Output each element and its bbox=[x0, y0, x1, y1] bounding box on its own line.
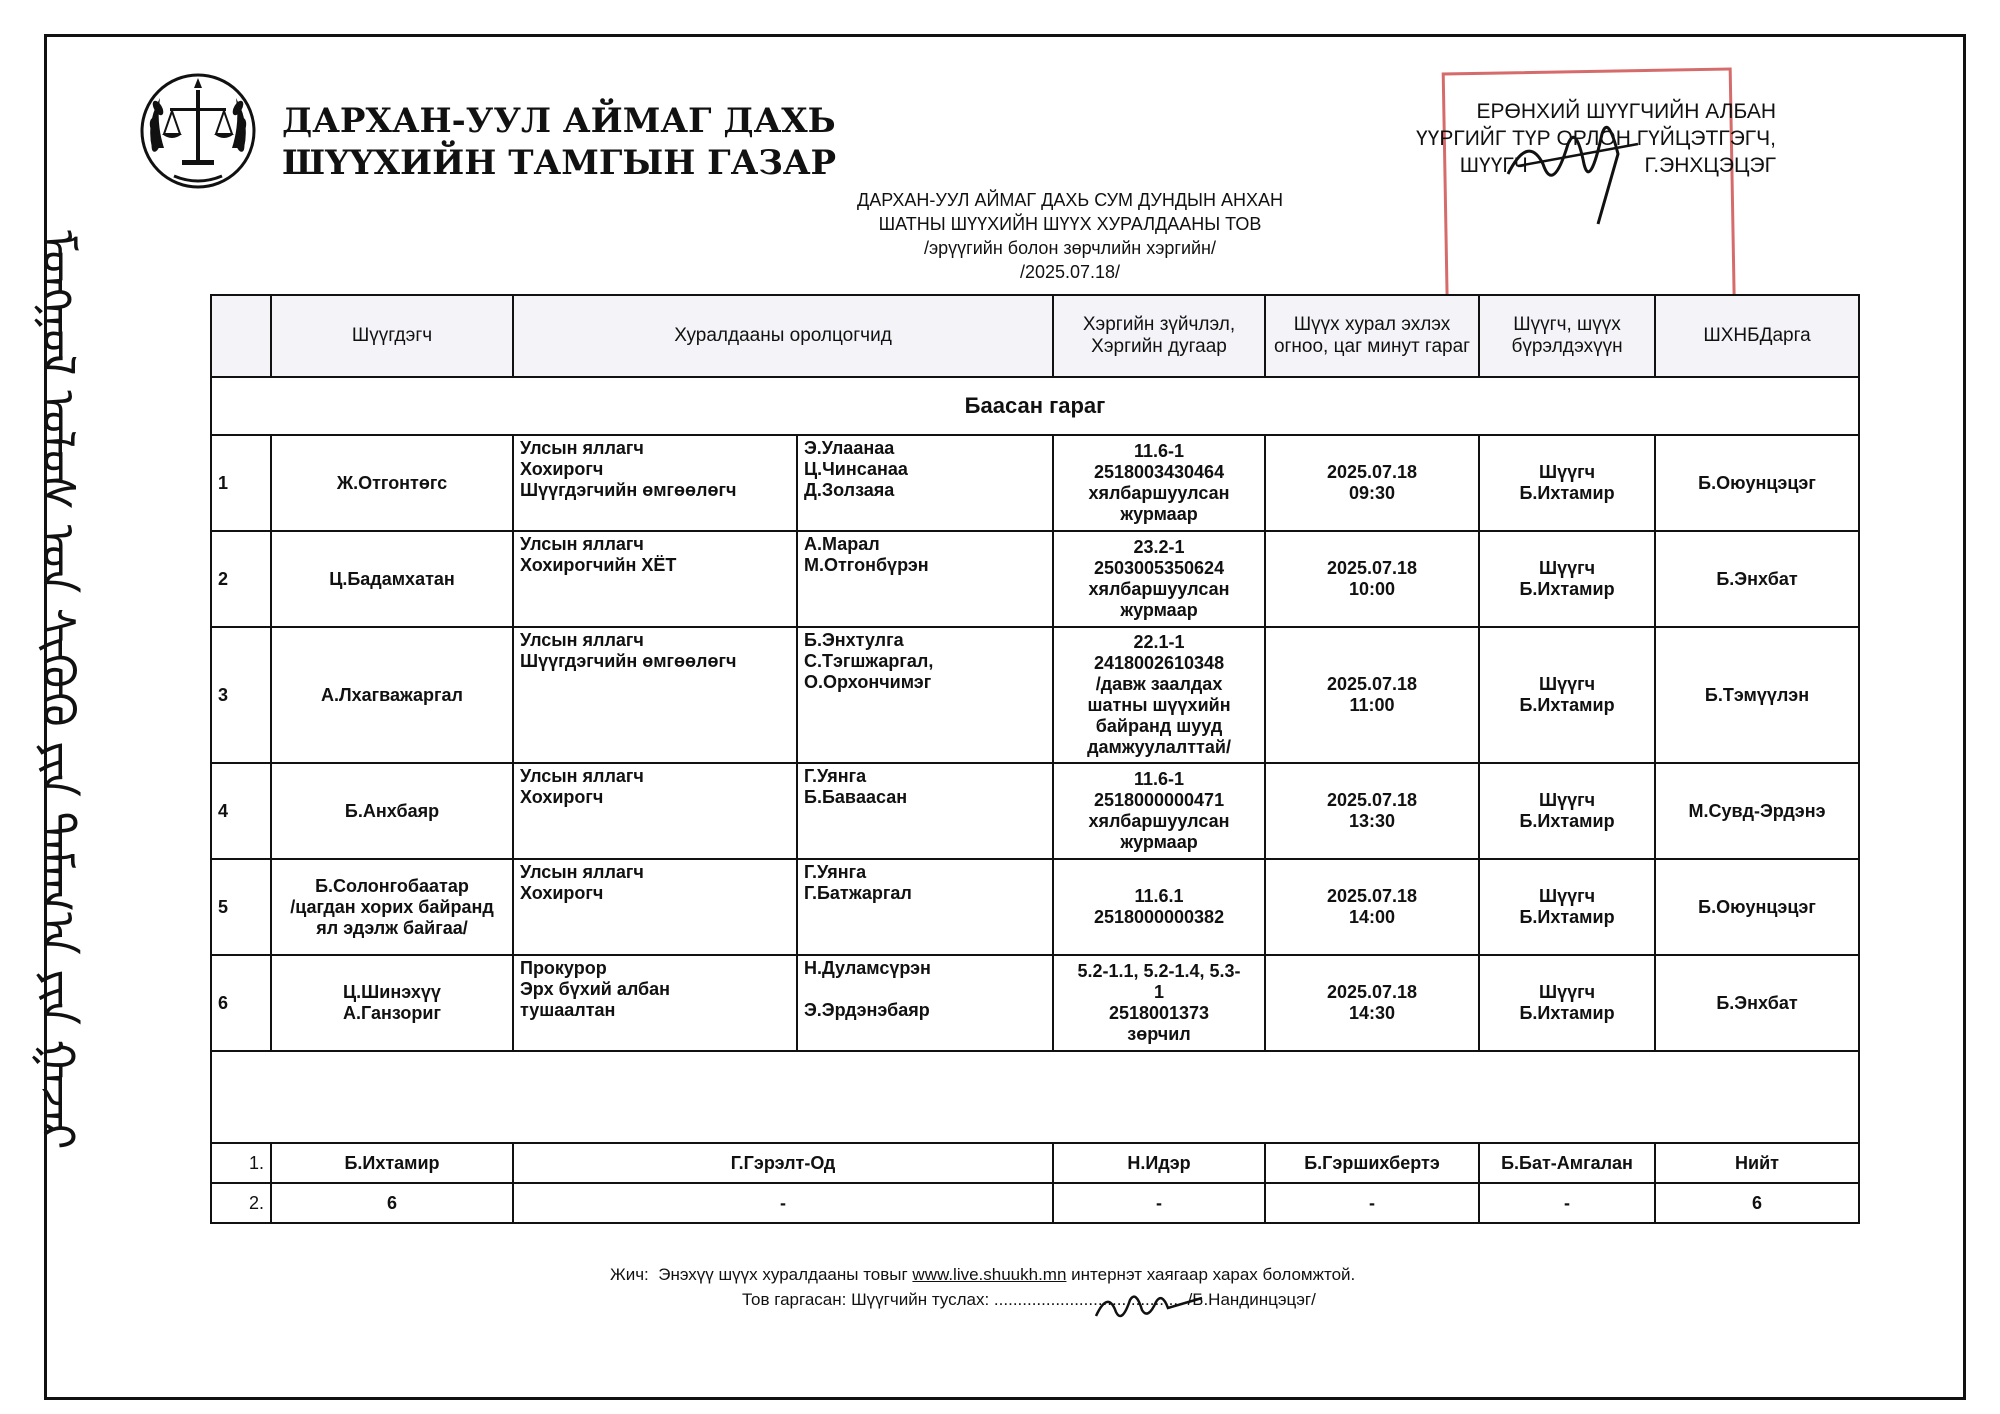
row-num: 3 bbox=[211, 627, 271, 763]
note-prefix: Жич: Энэхүү шүүх хуралдааны товыг bbox=[610, 1265, 913, 1284]
row-roles: Прокурор Эрх бүхий албан тушаалтан bbox=[513, 955, 797, 1051]
stats-cell: 6 bbox=[1655, 1183, 1859, 1223]
title-line1: ДАРХАН-УУЛ АЙМАГ ДАХЬ СУМ ДУНДЫН АНХАН bbox=[857, 190, 1283, 210]
stats-cell: Б.Бат-Амгалан bbox=[1479, 1143, 1655, 1183]
title-line4: /2025.07.18/ bbox=[1019, 262, 1121, 282]
row-num: 2 bbox=[211, 531, 271, 627]
note-suffix: интернэт хаягаар харах боломжтой. bbox=[1066, 1265, 1356, 1284]
approval-line3: ШҮҮГЧ Г.ЭНХЦЭЦЭГ bbox=[1459, 154, 1776, 177]
row-names: Г.Уянга Г.Батжаргал bbox=[797, 859, 1053, 955]
court-emblem-icon bbox=[138, 68, 258, 194]
day-label: Баасан гараг bbox=[211, 377, 1859, 435]
row-time: 2025.07.18 11:00 bbox=[1265, 627, 1479, 763]
stats-row-2 bbox=[211, 1183, 1859, 1223]
row-secretary: Б.Тэмүүлэн bbox=[1655, 627, 1859, 763]
row-article: 22.1-1 2418002610348 /давж заалдах шатны шүүхийн байранд шууд дамжуулалттай/ bbox=[1053, 627, 1265, 763]
row-roles: Улсын яллагч Хохирогч Шүүгдэгчийн өмгөөлөгч bbox=[513, 435, 797, 531]
row-names: Н.Дуламсүрэн Э.Эрдэнэбаяр bbox=[797, 955, 1053, 1051]
table-row bbox=[211, 435, 1859, 531]
footer-note bbox=[610, 1262, 1510, 1312]
table-row bbox=[211, 531, 1859, 627]
row-defendant: А.Лхагважаргал bbox=[271, 627, 513, 763]
row-num: 6 bbox=[211, 955, 271, 1051]
stats-cell: Н.Идэр bbox=[1053, 1143, 1265, 1183]
schedule-table bbox=[210, 294, 1860, 1224]
mongolian-script-sidebar bbox=[28, 190, 88, 1190]
stats-cell: Б.Ихтамир bbox=[271, 1143, 513, 1183]
approval-line1: ЕРӨНХИЙ ШҮҮГЧИЙН АЛБАН bbox=[1476, 100, 1776, 123]
row-article: 23.2-1 2503005350624 хялбаршуулсан журмаар bbox=[1053, 531, 1265, 627]
row-defendant: Б.Солонгобаатар /цагдан хорих байранд ял эдэлж байгаа/ bbox=[271, 859, 513, 955]
empty-cell bbox=[211, 1051, 1859, 1143]
approval-line2: ҮҮРГИЙГ ТҮР ОРЛОН ГҮЙЦЭТГЭГЧ, bbox=[1415, 127, 1776, 150]
row-roles: Улсын яллагч Хохирогч bbox=[513, 763, 797, 859]
table-row bbox=[211, 859, 1859, 955]
empty-row bbox=[211, 1051, 1859, 1143]
row-defendant: Б.Анхбаяр bbox=[271, 763, 513, 859]
row-judge: Шүүгч Б.Ихтамир bbox=[1479, 763, 1655, 859]
stats-cell: Б.Гэршихбертэ bbox=[1265, 1143, 1479, 1183]
title-line3: /эрүүгийн болон зөрчлийн хэргийн/ bbox=[923, 238, 1217, 258]
row-article: 11.6-1 2518000000471 хялбаршуулсан журмаар bbox=[1053, 763, 1265, 859]
row-names: Э.Улаанаа Ц.Чинсанаа Д.Золзаяа bbox=[797, 435, 1053, 531]
row-roles: Улсын яллагч Шүүгдэгчийн өмгөөлөгч bbox=[513, 627, 797, 763]
row-time: 2025.07.18 13:30 bbox=[1265, 763, 1479, 859]
row-defendant: Ц.Бадамхатан bbox=[271, 531, 513, 627]
row-secretary: Б.Оюунцэцэг bbox=[1655, 435, 1859, 531]
row-time: 2025.07.18 14:30 bbox=[1265, 955, 1479, 1051]
footer-note-line1 bbox=[610, 1262, 1510, 1287]
row-judge: Шүүгч Б.Ихтамир bbox=[1479, 859, 1655, 955]
header-article: Хэргийн зүйчлэл, Хэргийн дугаар bbox=[1053, 295, 1265, 377]
stats-cell: - bbox=[1479, 1183, 1655, 1223]
stats-row-1 bbox=[211, 1143, 1859, 1183]
header-judge: Шүүгч, шүүх бүрэлдэхүүн bbox=[1479, 295, 1655, 377]
stats-cell: Нийт bbox=[1655, 1143, 1859, 1183]
stats-cell: 6 bbox=[271, 1183, 513, 1223]
header-secretary: ШХНБДарга bbox=[1655, 295, 1859, 377]
row-names: Г.Уянга Б.Бавaасан bbox=[797, 763, 1053, 859]
row-article: 11.6.1 2518000000382 bbox=[1053, 859, 1265, 955]
row-roles: Улсын яллагч Хохирогчийн ХЁТ bbox=[513, 531, 797, 627]
court-name bbox=[282, 100, 836, 184]
table-row bbox=[211, 627, 1859, 763]
table-row bbox=[211, 955, 1859, 1051]
header-participants: Хуралдааны оролцогчид bbox=[513, 295, 1053, 377]
document-title bbox=[780, 188, 1360, 284]
row-names: А.Марал М.Отгонбүрэн bbox=[797, 531, 1053, 627]
row-defendant: Ц.Шинэхүү А.Ганзориг bbox=[271, 955, 513, 1051]
table-row bbox=[211, 763, 1859, 859]
court-name-line1: ДАРХАН-УУЛ АЙМАГ ДАХЬ bbox=[282, 101, 836, 141]
issued-by-line: Тов гаргасан: Шүүгчийн туслах: ........................................ /Б.Нандинцэцэг/ bbox=[742, 1290, 1316, 1309]
row-roles: Улсын яллагч Хохирогч bbox=[513, 859, 797, 955]
row-article: 5.2-1.1, 5.2-1.4, 5.3- 1 2518001373 зөрчил bbox=[1053, 955, 1265, 1051]
stats-cell: - bbox=[513, 1183, 1053, 1223]
row-num: 5 bbox=[211, 859, 271, 955]
row-judge: Шүүгч Б.Ихтамир bbox=[1479, 955, 1655, 1051]
day-row bbox=[211, 377, 1859, 435]
table-header-row bbox=[211, 295, 1859, 377]
stats-cell: Г.Гэрэлт-Од bbox=[513, 1143, 1053, 1183]
row-defendant: Ж.Отгонтөгс bbox=[271, 435, 513, 531]
mongolian-script-text: ᠮᠣᠩᠭᠣᠯ ᠤᠯᠤᠰ ᠤᠨ ᠰᠢᠭᠦᠬᠦ ᠶᠢᠨ ᠲᠠᠮᠠᠭ᠎ᠠ ᠶᠢᠨ ᠭᠠᠵᠠᠷ bbox=[31, 230, 85, 1150]
row-judge: Шүүгч Б.Ихтамир bbox=[1479, 435, 1655, 531]
row-num: 4 bbox=[211, 763, 271, 859]
header-time: Шүүх хурал эхлэх огноо, цаг минут гараг bbox=[1265, 295, 1479, 377]
row-names: Б.Энхтулга С.Тэгшжаргал, О.Орхончимэг bbox=[797, 627, 1053, 763]
row-time: 2025.07.18 10:00 bbox=[1265, 531, 1479, 627]
row-time: 2025.07.18 14:00 bbox=[1265, 859, 1479, 955]
stats-cell: 1. bbox=[211, 1143, 271, 1183]
row-secretary: Б.Оюунцэцэг bbox=[1655, 859, 1859, 955]
row-judge: Шүүгч Б.Ихтамир bbox=[1479, 627, 1655, 763]
row-secretary: М.Сувд-Эрдэнэ bbox=[1655, 763, 1859, 859]
row-time: 2025.07.18 09:30 bbox=[1265, 435, 1479, 531]
court-name-line2: ШҮҮХИЙН ТАМГЫН ГАЗАР bbox=[282, 143, 837, 183]
header-defendant: Шүүгдэгч bbox=[271, 295, 513, 377]
row-judge: Шүүгч Б.Ихтамир bbox=[1479, 531, 1655, 627]
stats-cell: - bbox=[1265, 1183, 1479, 1223]
title-line2: ШАТНЫ ШҮҮХИЙН ШҮҮХ ХУРАЛДААНЫ ТОВ bbox=[878, 214, 1262, 234]
row-secretary: Б.Энхбат bbox=[1655, 955, 1859, 1051]
website-link[interactable]: www.live.shuukh.mn bbox=[912, 1265, 1067, 1284]
stats-cell: - bbox=[1053, 1183, 1265, 1223]
assistant-signature-icon bbox=[1090, 1286, 1210, 1326]
row-secretary: Б.Энхбат bbox=[1655, 531, 1859, 627]
stats-cell: 2. bbox=[211, 1183, 271, 1223]
judge-signature-icon bbox=[1498, 104, 1648, 234]
row-article: 11.6-1 2518003430464 хялбаршуулсан журмаар bbox=[1053, 435, 1265, 531]
header-num bbox=[211, 295, 271, 377]
row-num: 1 bbox=[211, 435, 271, 531]
